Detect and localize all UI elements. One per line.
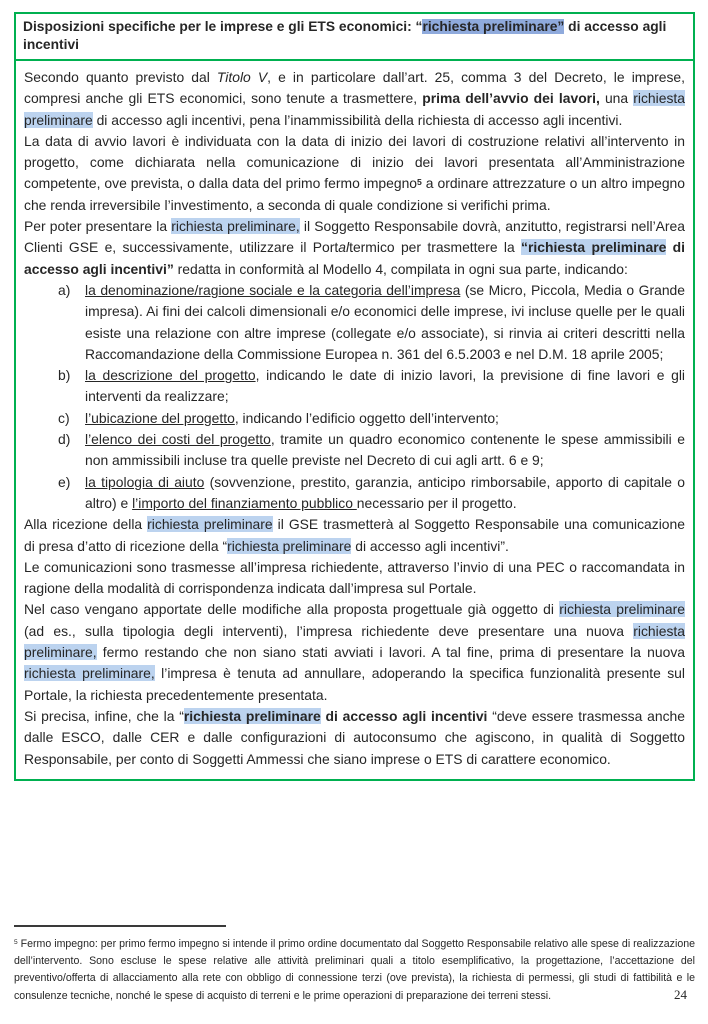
list-item-text: l’elenco dei costi del progetto, tramite un quadro economico contenente le spese ammissibili e non ammissibili incluse tra quelle previste nel Decreto di cui agli artt. 6 e 9; (85, 431, 685, 469)
paragraph: Alla ricezione della richiesta preliminare il GSE trasmetterà al Soggetto Responsabile una comunicazione di presa d’atto di ricezione della “richiesta preliminare di accesso agli incentivi”. (24, 516, 685, 554)
paragraph: Le comunicazioni sono trasmesse all’impresa richiedente, attraverso l’invio di una PEC o raccomandata in ragione della modalità di corrispondenza indicata dall’impresa sul Portale. (24, 558, 685, 597)
paragraph: Si precisa, infine, che la “richiesta preliminare di accesso agli incentivi “deve essere trasmessa anche dalle ESCO, dalle CER e dalle configurazioni di autoconsumo che agiscono, in qualità di Soggetto Responsabile, per conto di Soggetti Ammessi che siano imprese o ETS di carattere economico. (24, 707, 685, 767)
list-item (58, 408, 685, 429)
footnote: $^5$ Fermo impegno: per primo fermo impegno si intende il primo ordine documentato dal Soggetto Responsabile relativo alle spese di realizzazione dell’intervento. Sono escluse le spese relative alle attività preliminari quali a titolo esemplificativo, la progettazione, l’accettazione del preventivo/offerta di allacciamento alla rete con obbligo di connessione terzi (ove prevista), la richiesta di permessi, gli studi di fattibilità e le consulenze tecniche, nonché le spese di acquisto di terreni e le prime operazioni di preparazione dei terreni stessi. (14, 938, 695, 1002)
list-item (58, 365, 685, 408)
list-item (58, 429, 685, 472)
paragraph: Secondo quanto previsto dal Titolo V, e in particolare dall’art. 25, comma 3 del Decreto, le imprese, compresi anche gli ETS economici, sono tenute a trasmettere, prima dell’avvio dei lavori, una richiesta preliminare di accesso agli incentivi, pena l’inammissibilità della richiesta di accesso agli incentivi. (24, 69, 685, 128)
paragraph: Nel caso vengano apportate delle modifiche alla proposta progettuale già oggetto di richiesta preliminare (ad es., sulla tipologia degli interventi), l’impresa richiedente deve presentare una nuova richiesta preliminare, fermo restando che non siano stati avviati i lavori. A tal fine, prima di presentare la nuova richiesta preliminare, l’impresa è tenuta ad annullare, adoperando la specifica funzionalità presente sul Portale, la richiesta precedentemente presentata. (24, 601, 685, 703)
list-item-text: l’ubicazione del progetto, indicando l’edificio oggetto dell’intervento; (85, 409, 499, 426)
list-item-label: b) (58, 367, 71, 384)
paragraph: La data di avvio lavori è individuata con la data di inizio dei lavori di costruzione relativi all’intervento in progetto, come dichiarata nella comunicazione di inizio dei lavori presentata all’Amministrazione competente, ove prevista, o dalla data del primo fermo impegno$^5$ a ordinare attrezzature o un altro impegno che renda irreversibile l’investimento, a seconda di quale condizione si verifichi prima. (24, 132, 685, 213)
box-body (16, 61, 693, 779)
list-item-text: la tipologia di aiuto (sovvenzione, prestito, garanzia, anticipo rimborsabile, apporto di capitale o altro) e l’importo del finanziamento pubblico necessario per il progetto. (85, 473, 685, 511)
box-title: Disposizioni specifiche per le imprese e gli ETS economici: “richiesta preliminare” di accesso agli incentivi (16, 14, 693, 61)
page-number: 24 (674, 987, 687, 1002)
list-item (58, 472, 685, 515)
list-item-label: a) (58, 281, 71, 298)
list-item-label: e) (58, 473, 71, 490)
list-item-label: c) (58, 409, 70, 426)
paragraph: Per poter presentare la richiesta preliminare, il Soggetto Responsabile dovrà, anzitutto, registrarsi nell’Area Clienti GSE e, successivamente, utilizzare il Portaltermico per trasmettere la “richiesta preliminare di accesso agli incentivi” redatta in conformità al Modello 4, compilata in ogni sua parte, indicando: (24, 218, 686, 277)
green-bordered-box (14, 12, 695, 781)
footnote-separator-rule (14, 925, 226, 927)
list-item (58, 280, 685, 365)
list-item-text: la descrizione del progetto, indicando le date di inizio lavori, la previsione di fine lavori e gli interventi da realizzare; (85, 367, 685, 405)
list-item-label: d) (58, 431, 71, 448)
list-item-text: la denominazione/ragione sociale e la categoria dell’impresa (se Micro, Piccola, Media o Grande impresa). Ai fini dei calcoli dimensionali e/o economici delle imprese, ivi incluse quelle per le quali esiste una relazione con altre imprese (collegate e/o associate), si rinvia ai criteri descritti nella Raccomandazione della Commissione Europea n. 361 del 6.5.2003 e nel D.M. 18 aprile 2005; (85, 281, 685, 362)
lettered-list (58, 280, 685, 514)
